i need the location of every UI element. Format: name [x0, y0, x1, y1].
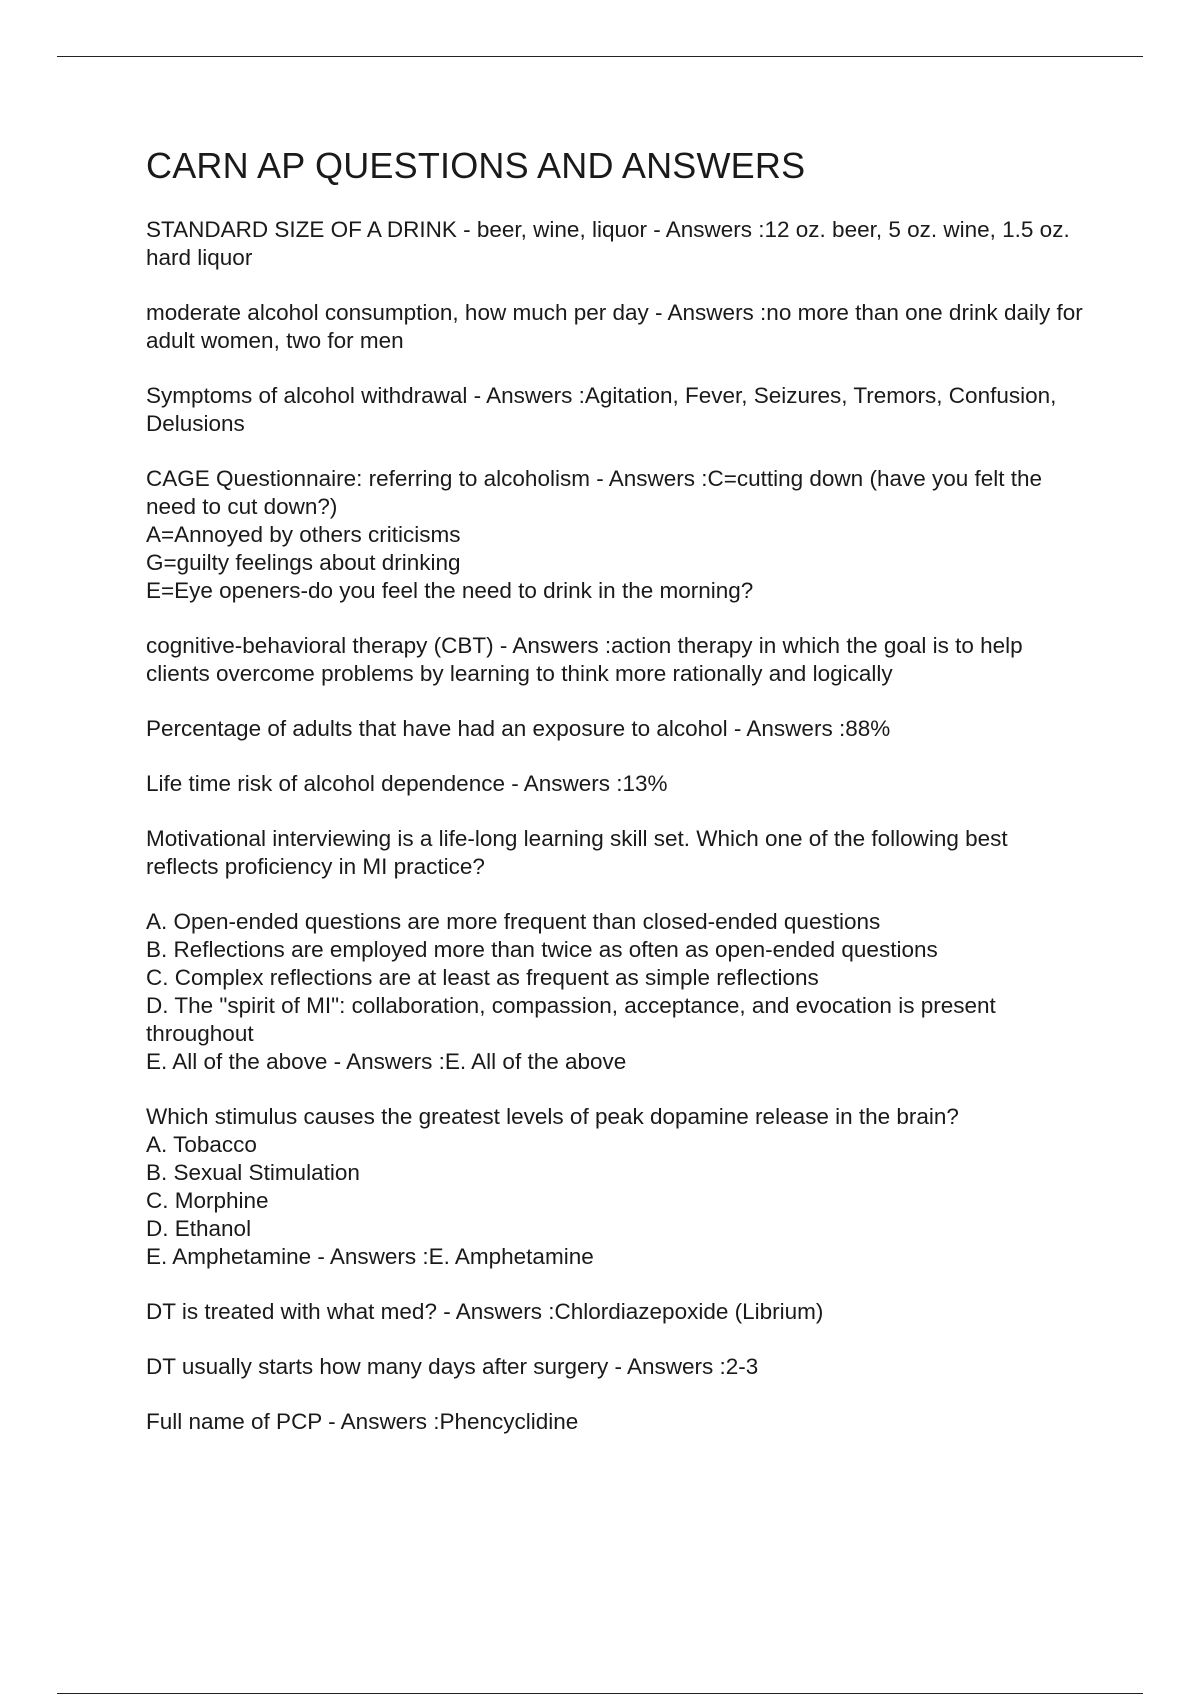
qa-item-cage-questionnaire: CAGE Questionnaire: referring to alcoholism - Answers :C=cutting down (have you felt the need to cut down?) A=Annoyed by others criticisms G=guilty feelings about drinking E=Eye openers-do you feel the need to drink in the morning?: [146, 466, 1043, 603]
header-rule: [57, 56, 1143, 57]
qa-item-alcohol-exposure: Percentage of adults that have had an exposure to alcohol - Answers :88%: [146, 716, 891, 741]
footer-rule: [57, 1693, 1143, 1694]
qa-item-dt-treatment: DT is treated with what med? - Answers :Chlordiazepoxide (Librium): [146, 1299, 824, 1324]
qa-item-dopamine: Which stimulus causes the greatest levels of peak dopamine release in the brain? A. Tobacco B. Sexual Stimulation C. Morphine D. Ethanol E. Amphetamine - Answers :E. Amphetamine: [146, 1104, 959, 1269]
qa-item-mi-options: A. Open-ended questions are more frequent than closed-ended questions B. Reflections are employed more than twice as often as open-ended questions C. Complex reflections are at least as frequent as simple reflections D. The "spirit of MI": collaboration, compassion, acceptance, and evocation is present throughout E. All of the above - Answers :E. All of the above: [146, 909, 996, 1074]
document-body: [146, 142, 1086, 1463]
document-title: CARN AP QUESTIONS AND ANSWERS: [146, 145, 806, 186]
qa-item-dependence-risk: Life time risk of alcohol dependence - Answers :13%: [146, 771, 668, 796]
qa-item-cbt: cognitive-behavioral therapy (CBT) - Answers :action therapy in which the goal is to help clients overcome problems by learning to think more rationally and logically: [146, 633, 1023, 686]
qa-item-drink-size: STANDARD SIZE OF A DRINK - beer, wine, liquor - Answers :12 oz. beer, 5 oz. wine, 1.5 oz. hard liquor: [146, 217, 1070, 270]
qa-item-mi-question: Motivational interviewing is a life-long learning skill set. Which one of the following best reflects proficiency in MI practice?: [146, 826, 1008, 879]
qa-item-pcp: Full name of PCP - Answers :Phencyclidine: [146, 1409, 579, 1434]
qa-item-withdrawal-symptoms: Symptoms of alcohol withdrawal - Answers :Agitation, Fever, Seizures, Tremors, Confusion, Delusions: [146, 383, 1057, 436]
qa-item-moderate-consumption: moderate alcohol consumption, how much per day - Answers :no more than one drink daily for adult women, two for men: [146, 300, 1083, 353]
qa-item-dt-onset: DT usually starts how many days after surgery - Answers :2-3: [146, 1354, 759, 1379]
